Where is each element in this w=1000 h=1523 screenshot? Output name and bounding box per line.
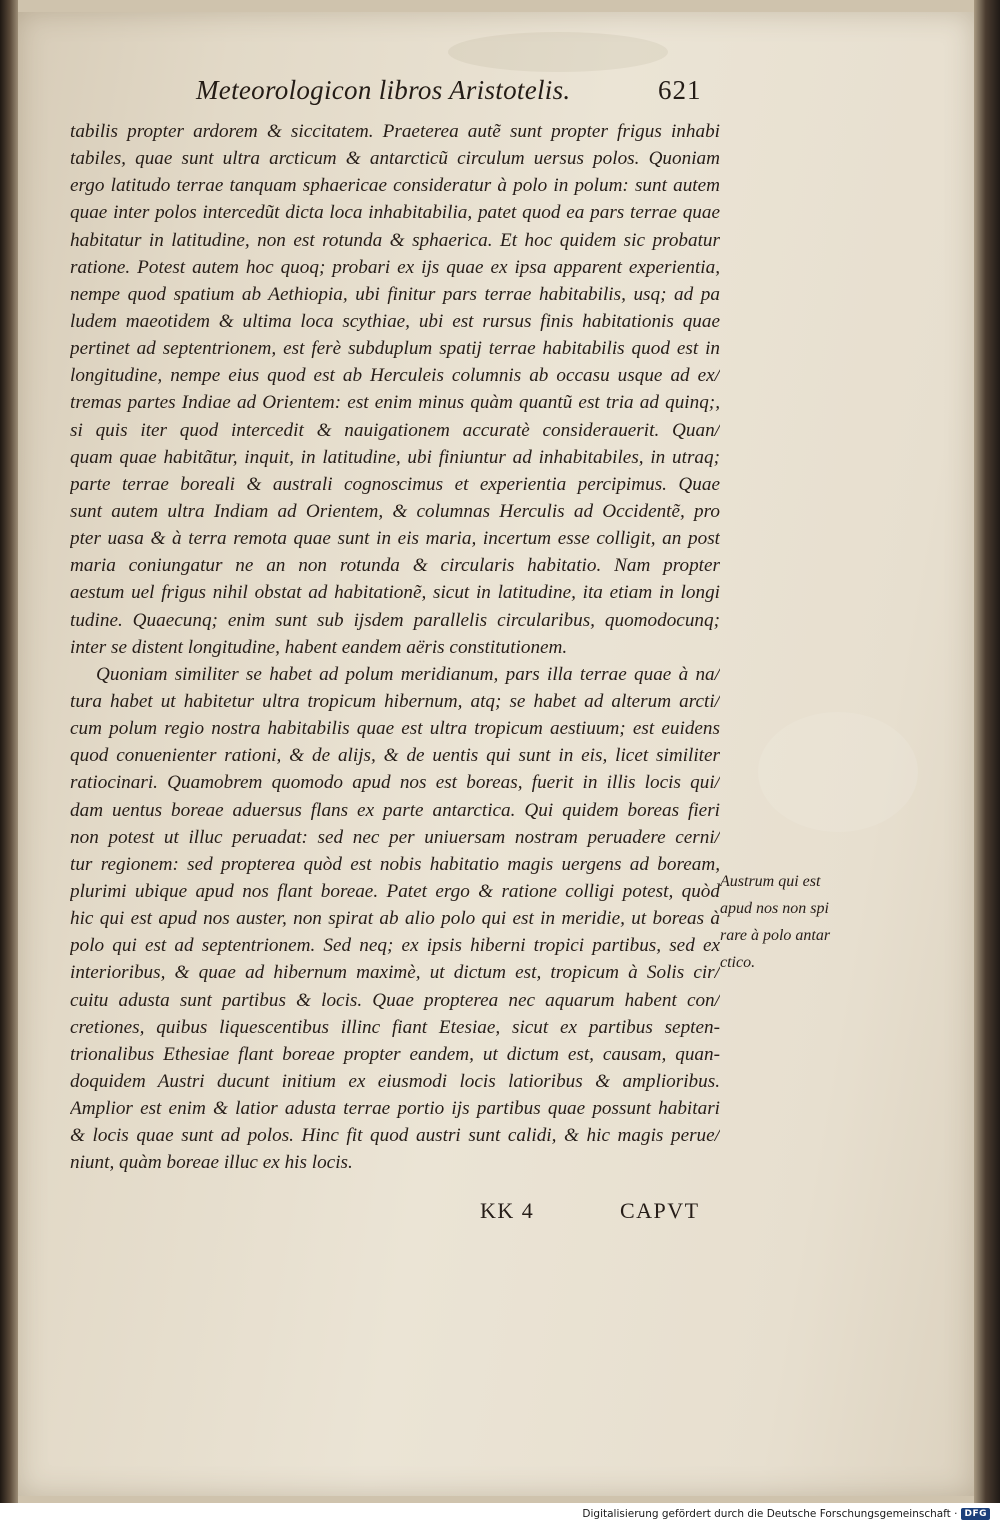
text-line: Quoniam similiter se habet ad polum meridianum, pars illa terrae quae à na/ — [96, 663, 720, 685]
running-title: Meteorologicon libros Aristotelis. — [196, 75, 571, 105]
text-line: dam uentus boreae aduersus flans ex parte antarctica. Qui quidem boreas fieri — [70, 799, 720, 821]
book-gutter-shadow — [0, 0, 18, 1503]
text-line: tura habet ut habitetur ultra tropicum hibernum, atq; se habet ad alterum arcti/ — [70, 690, 720, 712]
text-line: nempe quod spatium ab Aethiopia, ubi finitur pars terrae habitabilis, usq; ad pa — [70, 283, 720, 305]
text-line: plurimi ubique apud nos flant boreae. Patet ergo & ratione colligi potest, quòd — [70, 880, 720, 902]
signature-mark: KK 4 — [480, 1198, 535, 1223]
text-line: parte terrae boreali & australi cognoscimus et experientia percipimus. Quae — [70, 473, 720, 495]
text-line: si quis iter quod intercedit & nauigationem accuratè considerauerit. Quan/ — [70, 419, 720, 441]
text-line: cuitu adusta sunt partibus & locis. Quae propterea nec aquarum habent con/ — [70, 989, 720, 1011]
page-number: 621 — [658, 75, 702, 105]
text-line: polo qui est ad septentrionem. Sed neq; ex ipsis hiberni tropici partibus, sed ex — [70, 935, 720, 957]
text-line: tabilis propter ardorem & siccitatem. Praeterea autẽ sunt propter frigus inhabi — [70, 121, 720, 142]
paper-stain — [448, 32, 668, 72]
text-line: habitatur in latitudine, non est rotunda & sphaerica. Et hoc quidem sic probatur — [70, 229, 720, 251]
margin-note — [720, 868, 860, 977]
text-line: tur regionem: sed propterea quòd est nobis habitatio magis uergens ad boream, — [70, 853, 720, 875]
body-text — [70, 118, 720, 1176]
paper-highlight — [758, 712, 918, 832]
text-line: non potest ut illuc peruadat: sed nec per uniuersam nostram peruadere cerni/ — [70, 826, 720, 848]
text-line: ratiocinari. Quamobrem quomodo apud nos est boreas, fuerit in illis locis qui/ — [70, 772, 720, 794]
book-edge-shadow — [974, 0, 1000, 1503]
text-line: tudine. Quaecunq; enim sunt sub ijsdem parallelis circularibus, quomodocunq; — [70, 609, 720, 631]
catchword: CAPVT — [620, 1198, 700, 1223]
text-line: cum polum regio nostra habitabilis quae est ultra tropicum aestiuum; est euidens — [70, 718, 720, 740]
margin-note-line: rare à polo antar — [720, 927, 831, 945]
text-line: ergo latitudo terrae tanquam sphaericae consideratur à polo in polum: sunt autem — [70, 175, 720, 197]
text-line: pertinet ad septentrionem, est ferè subduplum spatij terrae habitabilis quod est in — [70, 338, 720, 360]
text-line: ratione. Potest autem hoc quoq; probari ex ijs quae ex ipsa apparent experientia, — [70, 256, 720, 278]
text-line: trionalibus Ethesiae flant boreae propter eandem, ut dictum est, causam, quan- — [70, 1043, 720, 1065]
text-line: pter uasa & à terra remota quae sunt in eis maria, incertum esse colligit, an post — [70, 528, 720, 550]
margin-note-line: ctico. — [720, 954, 756, 972]
text-line: interioribus, & quae ad hibernum maximè, ut dictum est, tropicum à Solis cir/ — [70, 962, 720, 984]
margin-note-line: Austrum qui est — [720, 873, 821, 890]
margin-note-line: apud nos non spi — [720, 900, 829, 918]
text-line: & locis quae sunt ad polos. Hinc fit quod austri sunt calidi, & hic magis perue/ — [70, 1125, 720, 1147]
text-line: doquidem Austri ducunt initium ex eiusmodi locis latioribus & amplioribus. — [70, 1070, 720, 1092]
dfg-logo: DFG — [961, 1508, 990, 1520]
text-line: longitudine, nempe eius quod est ab Herculeis columnis ab occasu usque ad ex/ — [70, 365, 720, 387]
text-line: aestum uel frigus nihil obstat ad habitationẽ, sicut in latitudine, ita etiam in longi — [70, 582, 720, 604]
text-line: ludem maeotidem & ultima loca scythiae, ubi est rursus finis habitationis quae — [70, 310, 720, 332]
text-line: Amplior est enim & latior adusta terrae portio ijs partibus quae possunt habitari — [70, 1098, 720, 1120]
text-line: inter se distent longitudine, habent eandem aëris constitutionem. — [70, 636, 568, 658]
text-line: cretiones, quibus liquescentibus illinc fiant Etesiae, sicut ex partibus septen- — [70, 1016, 720, 1038]
text-line: hic qui est apud nos auster, non spirat ab alio polo qui est in meridie, ut boreas à — [70, 908, 720, 930]
text-line: quae inter polos intercedũt dicta loca inhabitabilia, patet quod ea pars terrae quae — [70, 202, 720, 224]
text-line: tabiles, quae sunt ultra arcticum & antarcticũ circulum uersus polos. Quoniam — [70, 148, 720, 170]
text-line: sunt autem ultra Indiam ad Orientem, & columnas Herculis ad Occidentẽ, pro — [70, 500, 720, 522]
text-line: quam quae habitãtur, inquit, in latitudine, ubi finiuntur ad inhabitabiles, in utraq; — [70, 446, 720, 468]
text-line: niunt, quàm boreae illuc ex his locis. — [70, 1152, 353, 1174]
text-line: maria coniungatur ne an non rotunda & circularis habitatio. Nam propter — [70, 555, 720, 577]
funding-credit — [582, 1505, 990, 1523]
text-line: quod conuenienter rationi, & de alijs, & de uentis qui sunt in eis, licet similiter — [70, 745, 720, 767]
text-line: tremas partes Indiae ad Orientem: est enim minus quàm quantũ est tria ad quinq;, — [70, 392, 720, 414]
credit-text: Digitalisierung gefördert durch die Deutsche Forschungsgemeinschaft · — [582, 1508, 958, 1520]
